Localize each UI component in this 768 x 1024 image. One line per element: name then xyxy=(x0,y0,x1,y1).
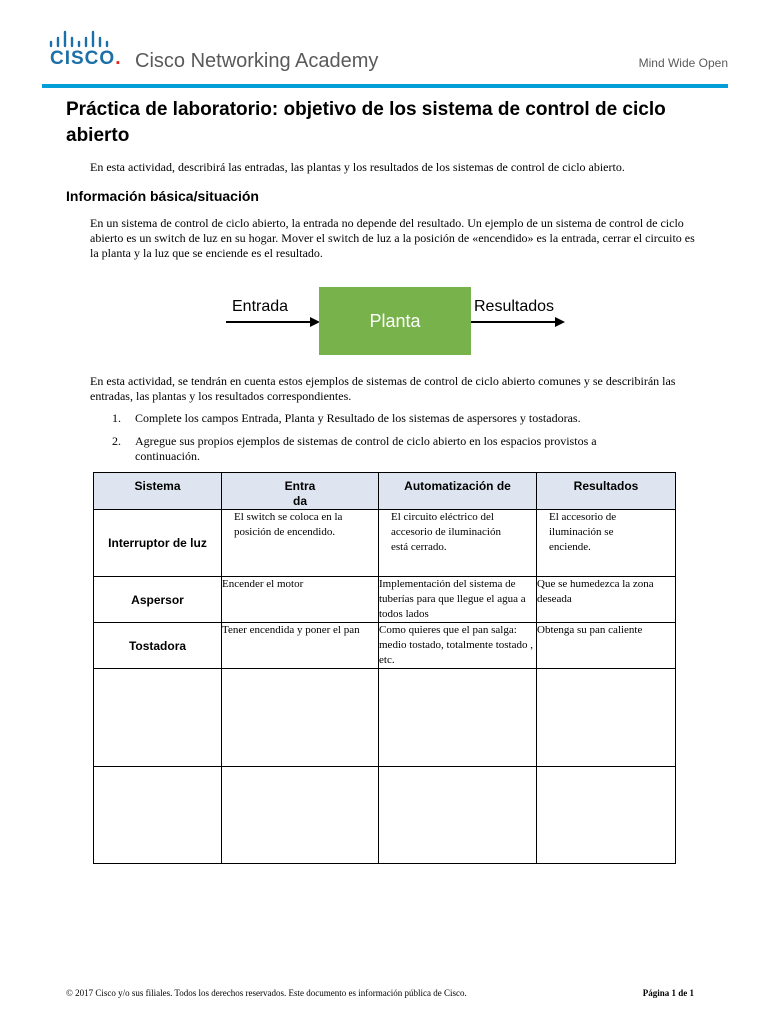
step-text: Complete los campos Entrada, Planta y Resultado de los sistemas de aspersores y tostadoras. xyxy=(135,411,581,425)
input-cell[interactable]: El switch se coloca en la posición de encendido. xyxy=(222,510,379,577)
tagline: Mind Wide Open xyxy=(638,56,728,70)
plant-cell[interactable]: Como quieres que el pan salga: medio tostado, totalmente tostado , etc. xyxy=(379,623,537,669)
output-cell[interactable] xyxy=(537,669,676,767)
background-paragraph: En un sistema de control de ciclo abierto, la entrada no depende del resultado. Un ejemplo de un sistema de control de ciclo abierto es un switch de luz en su hogar. Mover el switch de luz a la posición de «encendido» es la entrada, cerrar el circuito es la planta y la luz que se enciende es el resultado. xyxy=(90,216,695,260)
diagram-input-label: Entrada xyxy=(232,298,289,315)
diagram-plant-label: Planta xyxy=(369,311,421,331)
product-name: Cisco Networking Academy xyxy=(135,50,379,72)
table-row xyxy=(94,577,676,623)
cisco-logo xyxy=(48,30,122,70)
page-title: Práctica de laboratorio: objetivo de los sistema de control de ciclo abierto xyxy=(66,99,666,146)
system-cell[interactable] xyxy=(94,669,222,767)
open-loop-diagram xyxy=(224,287,574,357)
col-header-output: Resultados xyxy=(537,473,676,510)
systems-table xyxy=(93,472,676,864)
input-cell[interactable] xyxy=(222,669,379,767)
cisco-wordmark: CISCO. xyxy=(50,48,122,69)
table-row xyxy=(94,623,676,669)
section-heading: Información básica/situación xyxy=(66,188,259,204)
output-cell[interactable]: Obtenga su pan caliente xyxy=(537,623,676,669)
table-row xyxy=(94,669,676,767)
intro-paragraph: En esta actividad, describirá las entradas, las plantas y los resultados de los sistemas de control de ciclo abierto. xyxy=(90,160,625,174)
col-header-system: Sistema xyxy=(94,473,222,510)
header-rule xyxy=(42,84,728,88)
input-cell[interactable] xyxy=(222,767,379,864)
footer-page-number: Página 1 de 1 xyxy=(642,988,694,998)
input-arrow-icon xyxy=(224,315,320,329)
table-row xyxy=(94,767,676,864)
table-header-row xyxy=(94,473,676,510)
activity-paragraph: En esta actividad, se tendrán en cuenta estos ejemplos de sistemas de control de ciclo abierto comunes y se describirán las entradas, las plantas y los resultados correspondientes. xyxy=(90,374,676,403)
output-cell[interactable]: Que se humedezca la zona deseada xyxy=(537,577,676,623)
output-arrow-icon xyxy=(471,315,565,329)
plant-cell[interactable]: Implementación del sistema de tuberías para que llegue el agua a todos lados xyxy=(379,577,537,623)
col-header-input: Entra da xyxy=(222,473,379,510)
plant-cell[interactable] xyxy=(379,669,537,767)
col-header-plant: Automatización de xyxy=(379,473,537,510)
input-cell[interactable]: Tener encendida y poner el pan xyxy=(222,623,379,669)
output-cell[interactable]: El accesorio de iluminación se enciende. xyxy=(537,510,676,577)
system-cell[interactable] xyxy=(94,767,222,864)
system-cell: Aspersor xyxy=(94,577,222,623)
plant-cell[interactable] xyxy=(379,767,537,864)
footer-copyright: © 2017 Cisco y/o sus filiales. Todos los derechos reservados. Este documento es información pública de Cisco. xyxy=(66,988,467,998)
step-number: 2. xyxy=(112,434,121,448)
step-number: 1. xyxy=(112,411,121,425)
step-text: Agregue sus propios ejemplos de sistemas de control de ciclo abierto en los espacios provistos a continuación. xyxy=(135,434,597,463)
cisco-bars-icon xyxy=(48,30,118,50)
input-cell[interactable]: Encender el motor xyxy=(222,577,379,623)
diagram-output-label: Resultados xyxy=(474,298,555,315)
system-cell: Tostadora xyxy=(94,623,222,669)
table-row xyxy=(94,510,676,577)
page-header xyxy=(0,0,768,90)
output-cell[interactable] xyxy=(537,767,676,864)
system-cell: Interruptor de luz xyxy=(94,510,222,577)
plant-cell[interactable]: El circuito eléctrico del accesorio de iluminación está cerrado. xyxy=(379,510,537,577)
